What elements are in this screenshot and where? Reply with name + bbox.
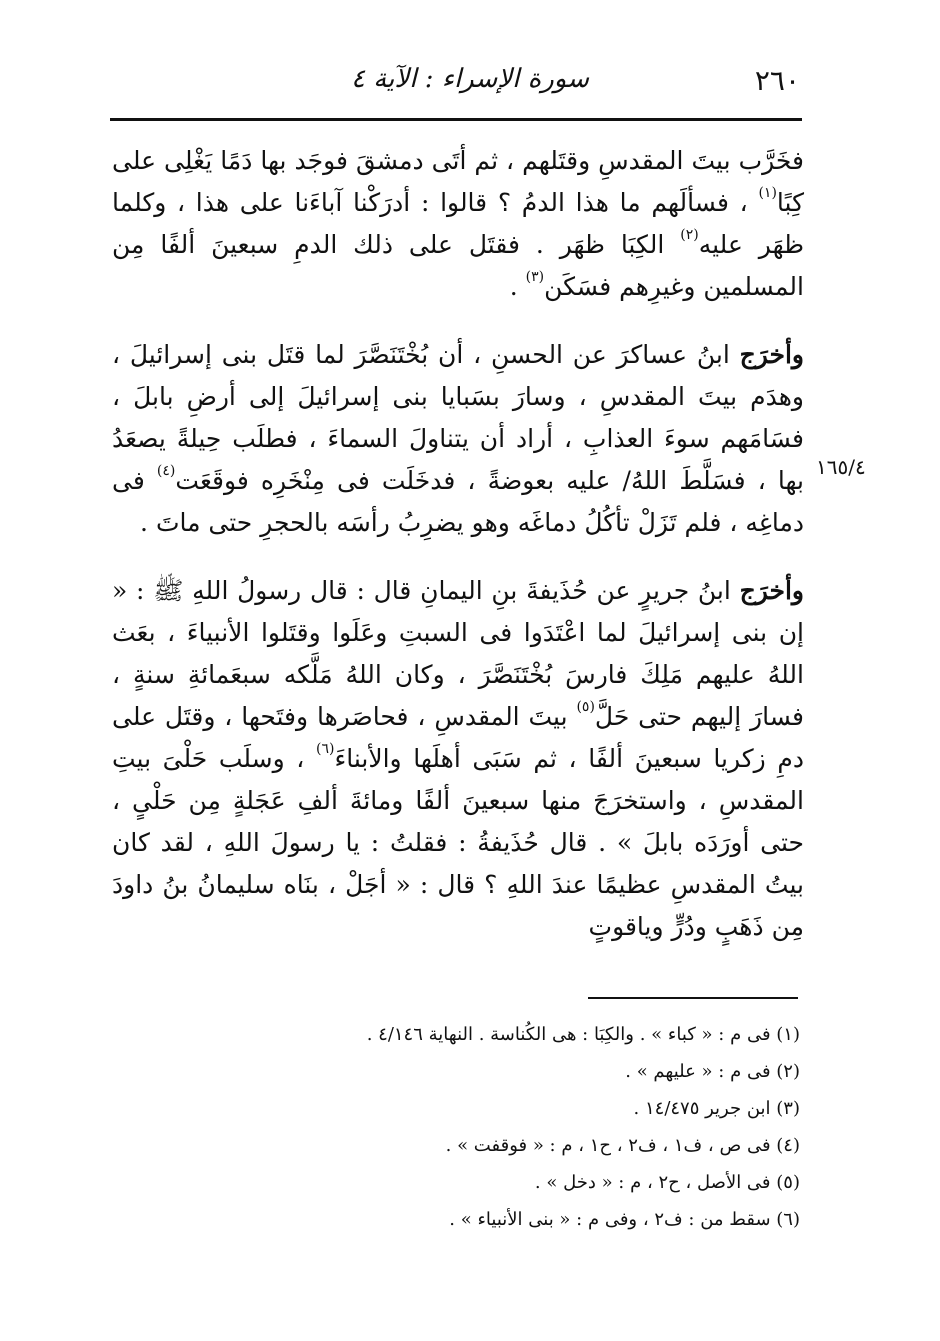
footnote-marker: (٥) — [576, 699, 595, 715]
footnote-4: (٤) فى ص ، ف١ ، ف٢ ، ح١ ، م : « فوقفت » . — [445, 1135, 800, 1156]
header-divider — [110, 118, 802, 121]
main-text — [112, 140, 804, 974]
paragraph-text: ابنُ عساكرَ عن الحسنِ ، أن بُخْتَنَصَّرَ لما قتَل بنى إسرائيلَ ، وهدَم بيتَ المقدسِ ، وسارَ بسَبايا بنى إسرائيلَ إلى أرضِ بابلَ ، فسَامَهم سوءَ العذابِ ، أراد أن يتناولَ السماءَ ، فطلَب حِيلةً يصعَدُ بها ، فسَلَّطَ اللهُ/ عليه بعوضةً ، فدخَلَت فى مِنْخَرِه فوقَعَت — [112, 340, 804, 495]
footnote-marker: (٦) — [316, 741, 335, 757]
paragraph-2 — [112, 334, 804, 544]
footnote-1: (١) فى م : « كباء » . والكِبَا : هى الكُناسة . النهاية ٤/١٤٦ . — [366, 1024, 800, 1045]
footnote-divider — [588, 997, 798, 999]
footnote-5: (٥) فى الأصل ، ح٢ ، م : « دخل » . — [534, 1172, 800, 1193]
margin-page-reference: ١٦٥/٤ — [816, 455, 866, 479]
paragraph-1 — [112, 140, 804, 308]
paragraph-text: ، وسلَب حَلْىَ بيتِ المقدسِ ، واستخرَجَ منها سبعينَ ألفًا ومائةَ ألفِ عَجَلةٍ مِن حَلْىٍ ، حتى أورَدَه بابلَ » . قال حُذَيفةُ : فقلتُ : يا رسولَ اللهِ ، لقد كان بيتُ المقدسِ عظيمًا عندَ اللهِ ؟ قال : « أجَلْ ، بنَاه سليمانُ بنُ داودَ مِن ذَهَبٍ ودُرٍّ وياقوتٍ — [112, 744, 804, 941]
paragraph-lead: وأخرَج — [739, 340, 804, 369]
paragraph-text: ابنُ جريرٍ عن حُذَيفةَ بنِ اليمانِ قال : قال رسولُ اللهِ ﷺ : « إن بنى إسرائيلَ لما اعْتَدَوا فى السبتِ وعَلَوا وقتَلوا الأنبياءَ ، بعَث اللهُ عليهم مَلِكَ فارسَ بُخْتَنَصَّرَ ، وكان اللهُ مَلَّكه سبعَمائةِ سنةٍ ، فسارَ إليهم حتى حَلَّ — [112, 576, 804, 731]
footnotes — [112, 1016, 800, 1238]
footnote-marker: (٤) — [156, 463, 176, 479]
footnote-marker: (٣) — [525, 269, 545, 285]
paragraph-text: فخَرَّب بيتَ المقدسِ وقتَلهم ، ثم أتَى دمشقَ فوجَد بها دَمًا يَغْلِى على كِبًا — [112, 146, 804, 217]
paragraph-3 — [112, 570, 804, 948]
page-number: ٢٦٠ — [754, 64, 800, 97]
paragraph-text: بيتَ المقدسِ ، فحاصَرها وفتَحها ، وقتَل على دمِ زكريا سبعينَ ألفًا ، ثم سَبَى أهلَها والأبناءَ — [112, 702, 804, 773]
paragraph-text: الكِبَا ظهَر . فقتَل على ذلك الدمِ سبعينَ ألفًا مِن المسلمين وغيرِهم فسَكَن — [112, 230, 804, 301]
footnote-2: (٢) فى م : « عليهم » . — [625, 1061, 800, 1082]
footnote-marker: (١) — [758, 185, 777, 201]
running-header — [110, 58, 800, 108]
footnote-6: (٦) سقط من : ف٢ ، وفى م : « بنى الأنبياء » . — [449, 1209, 800, 1230]
paragraph-text: ، فسألَهم ما هذا الدمُ ؟ قالوا : أدرَكْنا آباءَنا على هذا ، وكلما ظهَر عليه — [112, 188, 804, 259]
paragraph-lead: وأخرَج — [739, 576, 804, 605]
surah-title: سورة الإسراء : الآية ٤ — [350, 64, 590, 94]
paragraph-text: . — [509, 272, 526, 301]
footnote-marker: (٢) — [680, 227, 699, 243]
paragraph-text: فى دماغِه ، فلم تَزَلْ تأكُلُ دماغَه وهو يضرِبُ رأسَه بالحجرِ حتى ماتَ . — [112, 466, 804, 537]
footnote-3: (٣) ابن جرير ١٤/٤٧٥ . — [633, 1098, 800, 1119]
